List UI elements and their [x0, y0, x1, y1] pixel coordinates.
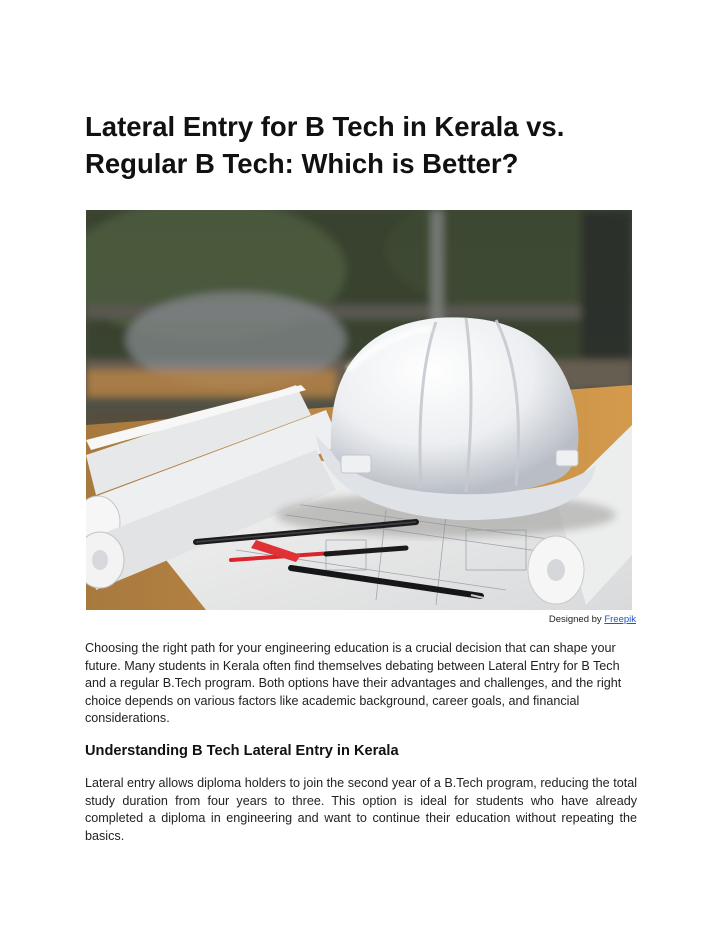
article-title: Lateral Entry for B Tech in Kerala vs. Regular B Tech: Which is Better? — [85, 111, 565, 179]
hard-hat-blueprint-photo — [86, 210, 632, 610]
freepik-link[interactable]: Freepik — [604, 614, 636, 625]
image-credit — [549, 614, 636, 625]
credit-prefix: Designed by — [548, 614, 605, 625]
intro-paragraph: Choosing the right path for your engineering education is a crucial decision that can shape your future. Many students in Kerala often find themselves debating between Lateral Entry for B Tech and a regular B.Tech program. Both options have their advantages and challenges, and the right choice depends on various factors like academic background, career goals, and financial considerations. — [85, 641, 622, 725]
section-paragraph: Lateral entry allows diploma holders to join the second year of a B.Tech program, reducing the total study duration from four years to three. This option is ideal for students who have already completed a diploma in engineering and want to continue their education without repeating the basics. — [85, 776, 637, 843]
section-heading: Understanding B Tech Lateral Entry in Kerala — [85, 743, 399, 759]
